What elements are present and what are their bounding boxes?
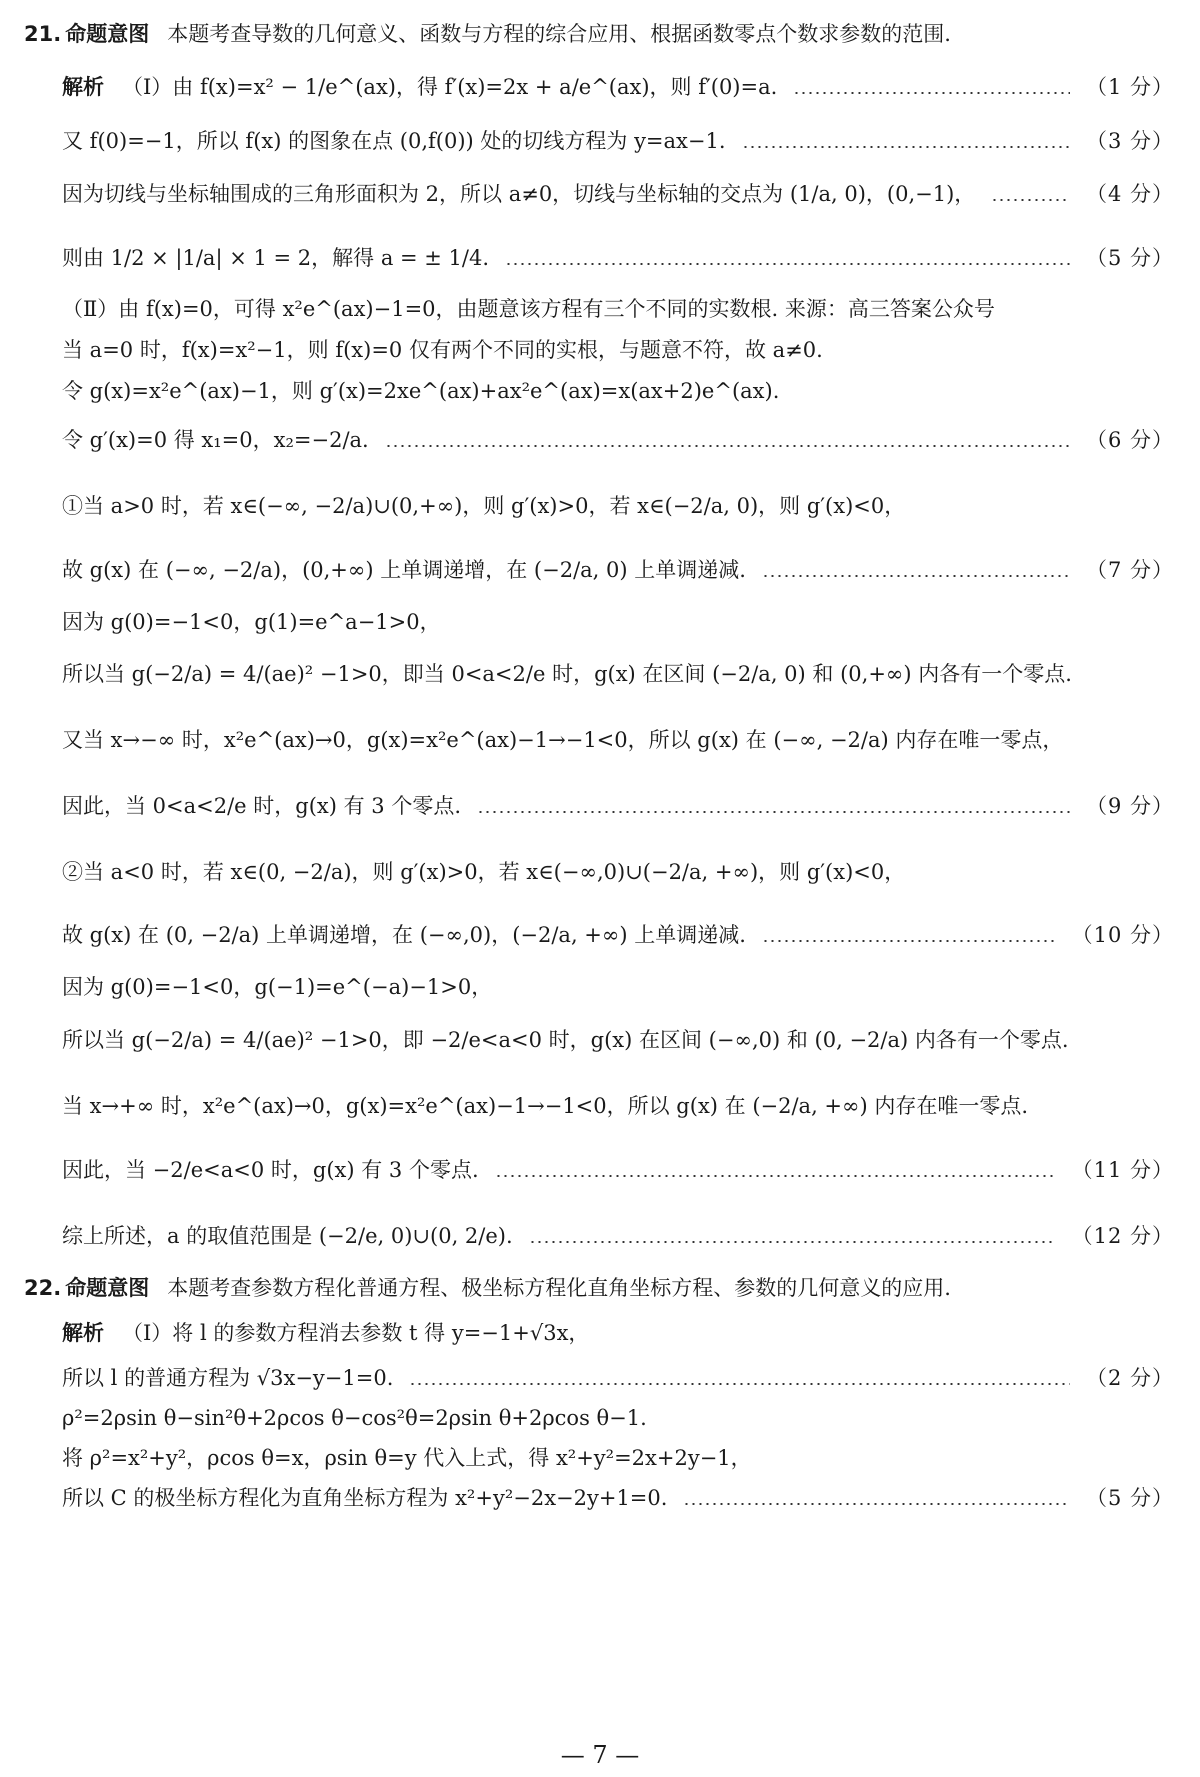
q22-line-5-score: （5 分）: [1085, 1486, 1174, 1510]
q21-line-2: [62, 131, 1174, 152]
q22-line-3: [62, 1408, 1174, 1429]
q22-line-5: [62, 1488, 1174, 1509]
q21-line-14-text: 因此，当 0<a<2/e 时，g(x) 有 3 个零点.: [62, 794, 462, 818]
q21-line-21-text: 综上所述，a 的取值范围是 (−2/e, 0)∪(0, 2/e).: [62, 1224, 513, 1248]
q21-line-21: [62, 1226, 1174, 1247]
q21-line-7: [62, 381, 1174, 402]
q21-line-20-score: （11 分）: [1071, 1158, 1174, 1182]
q21-line-17: [62, 977, 1174, 998]
leader-dots: [793, 92, 1070, 94]
q21-line-5-text: （Ⅱ）由 f(x)=0，可得 x²e^(ax)−1=0，由题意该方程有三个不同的实数根. 来源：高三答案公众号: [62, 297, 995, 321]
leader-dots: [409, 1383, 1070, 1385]
q21-line-20-text: 因此，当 −2/e<a<0 时，g(x) 有 3 个零点.: [62, 1158, 479, 1182]
q21-line-9-text: ①当 a>0 时，若 x∈(−∞, −2/a)∪(0,+∞)，则 g′(x)>0，若 x∈(−2/a, 0)，则 g′(x)<0，: [62, 494, 906, 518]
q21-line-1: [62, 77, 1174, 98]
q22-line-3-text: ρ²=2ρsin θ−sin²θ+2ρcos θ−cos²θ=2ρsin θ+2ρcos θ−1.: [62, 1406, 647, 1430]
q21-line-14-score: （9 分）: [1085, 794, 1174, 818]
q22-line-2: [62, 1368, 1174, 1389]
q21-line-16-score: （10 分）: [1071, 923, 1174, 947]
q21-line-3: [62, 184, 1174, 205]
q21-line-4: [62, 248, 1174, 269]
q21-line-14: [62, 796, 1174, 817]
q22-intent-text: 本题考查参数方程化普通方程、极坐标方程化直角坐标方程、参数的几何意义的应用.: [167, 1276, 951, 1300]
q21-line-18: [62, 1030, 1174, 1051]
q22-number: 22.: [24, 1276, 62, 1300]
q21-line-6-text: 当 a=0 时，f(x)=x²−1，则 f(x)=0 仅有两个不同的实根，与题意不符，故 a≠0.: [62, 338, 823, 362]
q22-line-1-text: （Ⅰ）将 l 的参数方程消去参数 t 得 y=−1+√3x，: [122, 1321, 590, 1345]
q21-intent-label: 命题意图: [65, 22, 150, 46]
q22-line-4-text: 将 ρ²=x²+y²，ρcos θ=x，ρsin θ=y 代入上式，得 x²+y²=2x+2y−1，: [62, 1446, 752, 1470]
q21-analysis-label: 解析: [62, 75, 104, 99]
q21-line-9: [62, 496, 1174, 517]
q22-line-5-text: 所以 C 的极坐标方程化为直角坐标方程为 x²+y²−2x−2y+1=0.: [62, 1486, 668, 1510]
leader-dots: [495, 1175, 1056, 1177]
page-number: — 7 —: [560, 1741, 640, 1769]
q21-line-8: [62, 430, 1174, 451]
q21-line-13: [62, 730, 1174, 751]
q22-intent-label: 命题意图: [65, 1276, 150, 1300]
q21-line-11-text: 因为 g(0)=−1<0，g(1)=e^a−1>0，: [62, 610, 441, 634]
q22-line-2-text: 所以 l 的普通方程为 √3x−y−1=0.: [62, 1366, 394, 1390]
leader-dots: [505, 263, 1070, 265]
q22-line-4: [62, 1448, 1174, 1469]
q21-line-6: [62, 340, 1174, 361]
leader-dots: [762, 940, 1056, 942]
leader-dots: [762, 575, 1070, 577]
q21-line-16: [62, 925, 1174, 946]
leader-dots: [477, 811, 1070, 813]
q21-line-18-text: 所以当 g(−2/a) = 4/(ae)² −1>0，即 −2/e<a<0 时，g(x) 在区间 (−∞,0) 和 (0, −2/a) 内各有一个零点.: [62, 1028, 1069, 1052]
q21-line-7-text: 令 g(x)=x²e^(ax)−1，则 g′(x)=2xe^(ax)+ax²e^(ax)=x(ax+2)e^(ax).: [62, 379, 780, 403]
q21-line-16-text: 故 g(x) 在 (0, −2/a) 上单调递增，在 (−∞,0)，(−2/a, +∞) 上单调递减.: [62, 923, 746, 947]
q21-line-1-score: （1 分）: [1085, 75, 1174, 99]
q21-line-3-text: 因为切线与坐标轴围成的三角形面积为 2，所以 a≠0，切线与坐标轴的交点为 (1/a, 0)，(0,−1)，: [62, 182, 976, 206]
q21-line-13-text: 又当 x→−∞ 时，x²e^(ax)→0，g(x)=x²e^(ax)−1→−1<0，所以 g(x) 在 (−∞, −2/a) 内存在唯一零点，: [62, 728, 1064, 752]
q21-line-3-score: （4 分）: [1085, 182, 1174, 206]
q21-line-2-text: 又 f(0)=−1，所以 f(x) 的图象在点 (0,f(0)) 处的切线方程为 y=ax−1.: [62, 129, 726, 153]
q21-line-10-score: （7 分）: [1085, 558, 1174, 582]
q21-line-10: [62, 560, 1174, 581]
leader-dots: [529, 1241, 1056, 1243]
q21-line-4-text: 则由 1/2 × |1/a| × 1 = 2，解得 a = ± 1/4.: [62, 246, 490, 270]
q22-intent-line: [24, 1278, 1174, 1299]
q21-intent-line: [24, 24, 1174, 45]
q22-line-2-score: （2 分）: [1085, 1366, 1174, 1390]
q21-line-11: [62, 612, 1174, 633]
q21-line-21-score: （12 分）: [1071, 1224, 1174, 1248]
q21-line-15-text: ②当 a<0 时，若 x∈(0, −2/a)，则 g′(x)>0，若 x∈(−∞,0)∪(−2/a, +∞)，则 g′(x)<0，: [62, 860, 906, 884]
q21-line-17-text: 因为 g(0)=−1<0，g(−1)=e^(−a)−1>0，: [62, 975, 493, 999]
q21-intent-text: 本题考查导数的几何意义、函数与方程的综合应用、根据函数零点个数求参数的范围.: [167, 22, 951, 46]
leader-dots: [742, 146, 1070, 148]
q21-line-4-score: （5 分）: [1085, 246, 1174, 270]
q21-line-8-score: （6 分）: [1085, 428, 1174, 452]
q21-line-12: [62, 664, 1174, 685]
q21-line-19: [62, 1096, 1174, 1117]
q21-number: 21.: [24, 22, 62, 46]
q21-line-8-text: 令 g′(x)=0 得 x₁=0，x₂=−2/a.: [62, 428, 369, 452]
q21-line-2-score: （3 分）: [1085, 129, 1174, 153]
q22-analysis-label: 解析: [62, 1321, 104, 1345]
leader-dots: [991, 199, 1070, 201]
q21-line-19-text: 当 x→+∞ 时，x²e^(ax)→0，g(x)=x²e^(ax)−1→−1<0，所以 g(x) 在 (−2/a, +∞) 内存在唯一零点.: [62, 1094, 1029, 1118]
q21-line-1-text: （Ⅰ）由 f(x)=x² − 1/e^(ax)，得 f′(x)=2x + a/e^(ax)，则 f′(0)=a.: [122, 75, 778, 99]
q21-line-10-text: 故 g(x) 在 (−∞, −2/a)，(0,+∞) 上单调递增，在 (−2/a, 0) 上单调递减.: [62, 558, 746, 582]
q21-line-12-text: 所以当 g(−2/a) = 4/(ae)² −1>0，即当 0<a<2/e 时，g(x) 在区间 (−2/a, 0) 和 (0,+∞) 内各有一个零点.: [62, 662, 1072, 686]
q21-line-20: [62, 1160, 1174, 1181]
leader-dots: [385, 445, 1070, 447]
leader-dots: [683, 1503, 1070, 1505]
q21-line-15: [62, 862, 1174, 883]
q22-line-1: [62, 1323, 1174, 1344]
q21-line-5: [62, 299, 1174, 320]
